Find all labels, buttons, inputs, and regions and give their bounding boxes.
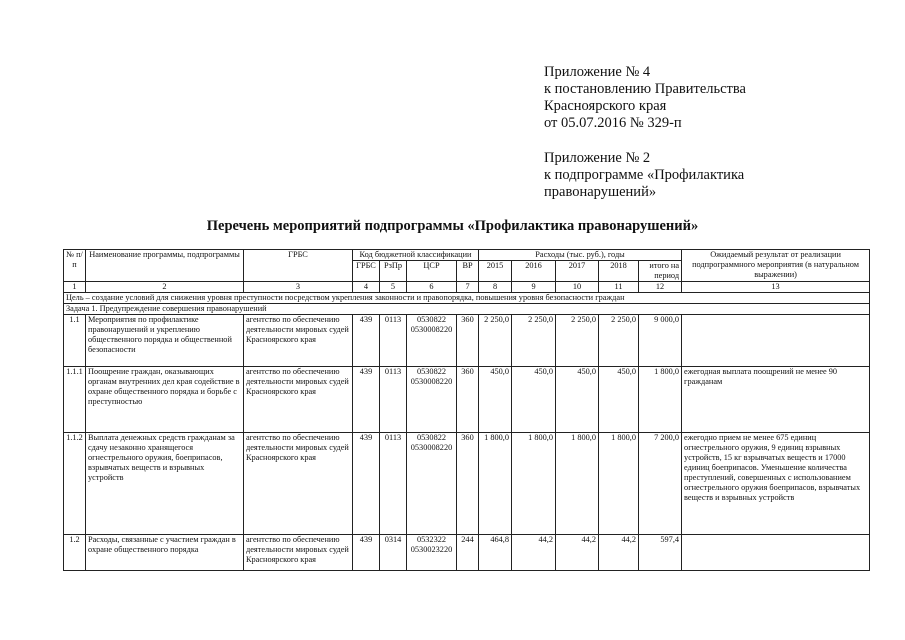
table-row — [64, 315, 870, 367]
row-kbk-grbs: 439 — [353, 367, 380, 433]
column-numbers-row — [64, 282, 870, 293]
header-name: Наименование программы, подпрограммы — [86, 250, 244, 282]
column-number: 10 — [556, 282, 599, 293]
header-num: № п/п — [64, 250, 86, 282]
row-result: ежегодная выплата поощрений не менее 90 гражданам — [682, 367, 870, 433]
row-rzpr: 0113 — [380, 433, 407, 535]
appendix-4-block — [544, 64, 746, 132]
goal-text: Цель – создание условий для снижения уровня преступности посредством укрепления законности и правопорядка, повышения уровня безопасности граждан — [64, 293, 870, 304]
row-vr: 360 — [457, 433, 479, 535]
row-num: 1.2 — [64, 535, 86, 571]
goal-row — [64, 293, 870, 304]
header-row-1 — [64, 250, 870, 261]
row-grbs: агентство по обеспечению деятельности мировых судей Красноярского края — [244, 315, 353, 367]
column-number: 12 — [639, 282, 682, 293]
row-2015: 450,0 — [479, 367, 512, 433]
column-number: 11 — [599, 282, 639, 293]
row-num: 1.1.2 — [64, 433, 86, 535]
row-csr: 0530822 0530008220 — [407, 367, 457, 433]
row-2017: 450,0 — [556, 367, 599, 433]
row-2015: 464,8 — [479, 535, 512, 571]
column-number: 7 — [457, 282, 479, 293]
row-total: 1 800,0 — [639, 367, 682, 433]
row-kbk-grbs: 439 — [353, 315, 380, 367]
column-number: 8 — [479, 282, 512, 293]
appendix-4-line: от 05.07.2016 № 329-п — [544, 115, 682, 131]
row-total: 597,4 — [639, 535, 682, 571]
row-rzpr: 0113 — [380, 315, 407, 367]
table-row — [64, 367, 870, 433]
header-kbk-vr: ВР — [457, 261, 479, 282]
header-kbk-rzpr: РзПр — [380, 261, 407, 282]
row-num: 1.1 — [64, 315, 86, 367]
appendix-2-line: правонарушений» — [544, 184, 657, 200]
row-name: Выплата денежных средств гражданам за сдачу незаконно хранящегося огнестрельного оружия, боеприпасов, взрывчатых веществ и взрывных устройств — [86, 433, 244, 535]
header-2018: 2018 — [599, 261, 639, 282]
column-number: 2 — [86, 282, 244, 293]
row-2017: 1 800,0 — [556, 433, 599, 535]
row-vr: 244 — [457, 535, 479, 571]
appendix-4-line: к постановлению Правительства — [544, 81, 746, 97]
appendix-2-line: к подпрограмме «Профилактика — [544, 167, 745, 183]
row-csr: 0532322 0530023220 — [407, 535, 457, 571]
row-csr: 0530822 0530008220 — [407, 315, 457, 367]
row-2018: 1 800,0 — [599, 433, 639, 535]
row-grbs: агентство по обеспечению деятельности мировых судей Красноярского края — [244, 367, 353, 433]
header-expenses: Расходы (тыс. руб.), годы — [479, 250, 682, 261]
row-num: 1.1.1 — [64, 367, 86, 433]
row-csr: 0530822 0530008220 — [407, 433, 457, 535]
row-rzpr: 0314 — [380, 535, 407, 571]
header-grbs: ГРБС — [244, 250, 353, 282]
row-name: Поощрение граждан, оказывающих органам внутренних дел края содействие в охране общественного порядка и борьбе с преступностью — [86, 367, 244, 433]
task-row — [64, 304, 870, 315]
column-number: 1 — [64, 282, 86, 293]
header-2015: 2015 — [479, 261, 512, 282]
header-2016: 2016 — [512, 261, 556, 282]
row-2016: 44,2 — [512, 535, 556, 571]
row-total: 7 200,0 — [639, 433, 682, 535]
row-kbk-grbs: 439 — [353, 433, 380, 535]
row-2017: 44,2 — [556, 535, 599, 571]
appendix-2-block — [544, 150, 744, 201]
row-2015: 1 800,0 — [479, 433, 512, 535]
row-2015: 2 250,0 — [479, 315, 512, 367]
table-row — [64, 535, 870, 571]
row-2017: 2 250,0 — [556, 315, 599, 367]
row-grbs: агентство по обеспечению деятельности мировых судей Красноярского края — [244, 535, 353, 571]
column-number: 3 — [244, 282, 353, 293]
appendix-4-line: Красноярского края — [544, 98, 667, 114]
row-2018: 450,0 — [599, 367, 639, 433]
row-rzpr: 0113 — [380, 367, 407, 433]
document-title: Перечень мероприятий подпрограммы «Профилактика правонарушений» — [206, 218, 699, 234]
column-number: 5 — [380, 282, 407, 293]
column-number: 9 — [512, 282, 556, 293]
header-kbk-grbs: ГРБС — [353, 261, 380, 282]
column-number: 13 — [682, 282, 870, 293]
header-total: итого на период — [639, 261, 682, 282]
row-kbk-grbs: 439 — [353, 535, 380, 571]
row-2018: 2 250,0 — [599, 315, 639, 367]
header-kbk: Код бюджетной классификации — [353, 250, 479, 261]
row-vr: 360 — [457, 315, 479, 367]
row-total: 9 000,0 — [639, 315, 682, 367]
row-result — [682, 535, 870, 571]
header-2017: 2017 — [556, 261, 599, 282]
measures-table — [63, 249, 870, 571]
row-2016: 1 800,0 — [512, 433, 556, 535]
task-text: Задача 1. Предупреждение совершения правонарушений — [64, 304, 870, 315]
row-result: ежегодно прием не менее 675 единиц огнестрельного оружия, 9 единиц взрывных устройств, 15 кг взрывчатых веществ и 17000 единиц боеприпасов. Уменьшение количества преступлений, совершенных с использованием огнестрельного оружия боеприпасов, взрывчатых веществ и взрывных устройств — [682, 433, 870, 535]
row-name: Мероприятия по профилактике правонарушений и укреплению общественного порядка и общественной безопасности — [86, 315, 244, 367]
table-row — [64, 433, 870, 535]
row-grbs: агентство по обеспечению деятельности мировых судей Красноярского края — [244, 433, 353, 535]
row-name: Расходы, связанные с участием граждан в охране общественного порядка — [86, 535, 244, 571]
header-kbk-csr: ЦСР — [407, 261, 457, 282]
row-2018: 44,2 — [599, 535, 639, 571]
row-vr: 360 — [457, 367, 479, 433]
appendix-4-line: Приложение № 4 — [544, 64, 651, 80]
row-result — [682, 315, 870, 367]
appendix-2-line: Приложение № 2 — [544, 150, 651, 166]
header-result: Ожидаемый результат от реализации подпрограммного мероприятия (в натуральном выражении) — [682, 250, 870, 282]
row-2016: 450,0 — [512, 367, 556, 433]
column-number: 4 — [353, 282, 380, 293]
column-number: 6 — [407, 282, 457, 293]
row-2016: 2 250,0 — [512, 315, 556, 367]
